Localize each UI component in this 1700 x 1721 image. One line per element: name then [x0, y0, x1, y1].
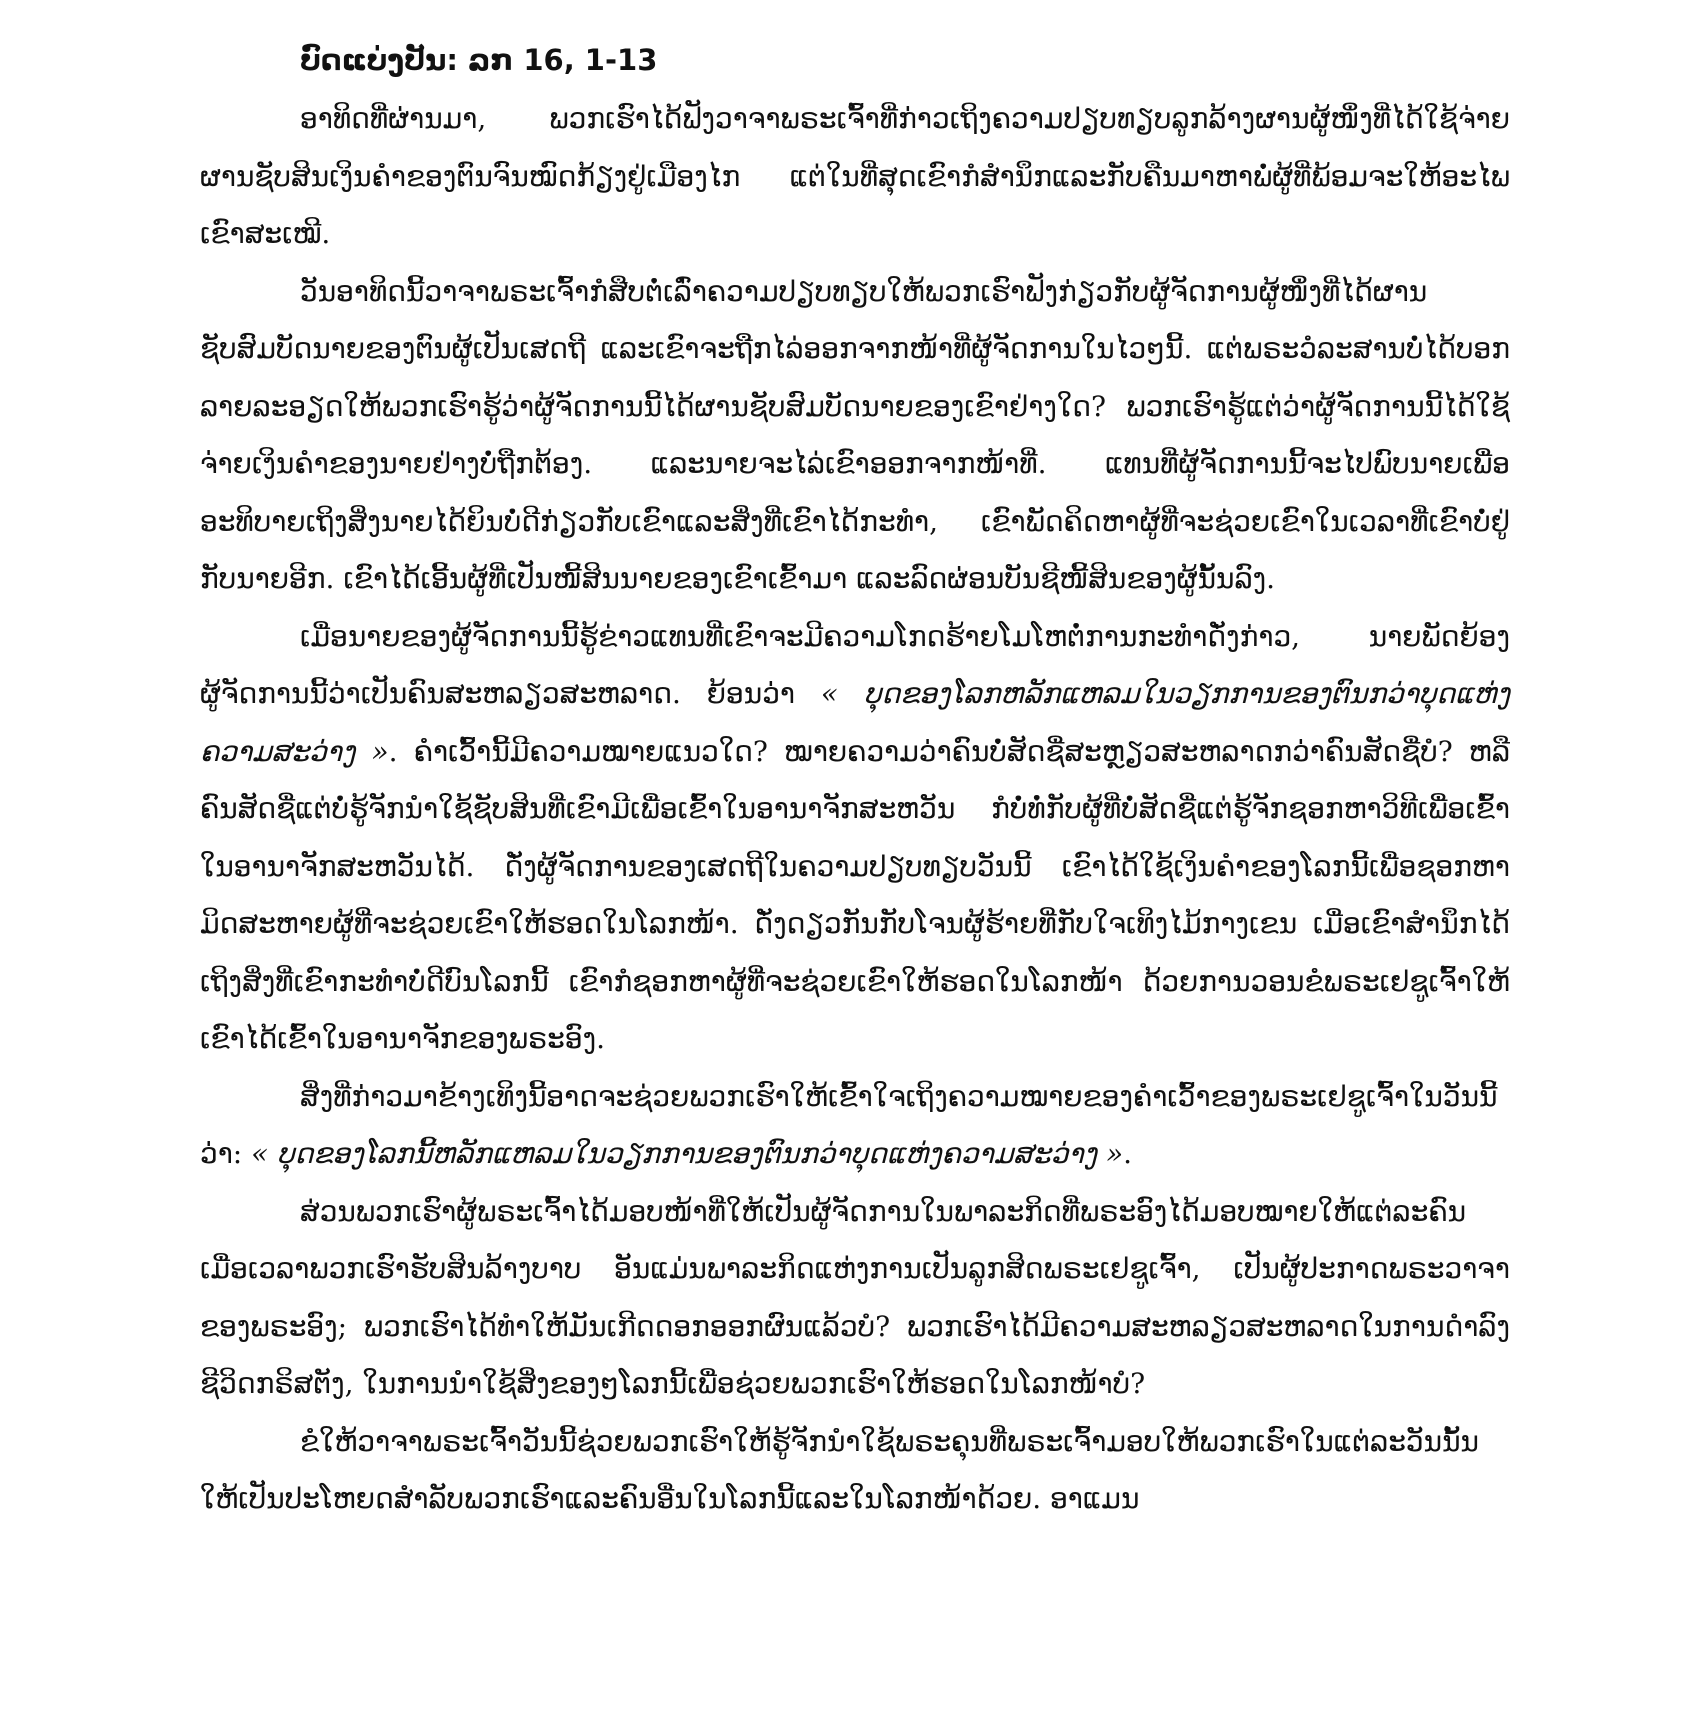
paragraph-5: ສ່ວນພວກເຮົາຜູ້ພຣະເຈົ້າໄດ້ມອບໜ້າທີ່ໃຫ້ເປັນຜູ້ຈັດການໃນພາລະກິດທີ່ພຣະອົງໄດ້ມອບໝາຍໃຫ້ແຕ່ລະຄົນເມື່ອເວລາພວກເຮົາຮັບສິນລ້າງບາບ ອັນແມ່ນພາລະກິດແຫ່ງການເປັນລູກສິດພຣະເຢຊູເຈົ້າ, ເປັນຜູ້ປະກາດພຣະວາຈາຂອງພຣະອົງ; ພວກເຮົາໄດ້ທຳໃຫ້ມັນເກີດດອກອອກຜົນແລ້ວບໍ? ພວກເຮົາໄດ້ມີຄວາມສະຫລຽວສະຫລາດໃນການດຳລົງຊີວິດກຣິສຕັງ, ໃນການນຳໃຊ້ສິ່ງຂອງໆໂລກນີ້ເພື່ອຊ່ວຍພວກເຮົາໃຫ້ຮອດໃນໂລກໜ້າບໍ? [200, 1194, 1510, 1400]
paragraph-2: ວັນອາທິດນີ້ວາຈາພຣະເຈົ້າກໍສືບຕໍ່ເລົ່າຄວາມປຽບທຽບໃຫ້ພວກເຮົາຟັງກ່ຽວກັບຜູ້ຈັດການຜູ້ໜຶ່ງທີ່ໄດ້ຜານຊັບສົມບັດນາຍຂອງຕົນຜູ້ເປັນເສດຖີ ແລະເຂົາຈະຖືກໄລ່ອອກຈາກໜ້າທີ່ຜູ້ຈັດການໃນໄວໆນີ້. ແຕ່ພຣະວໍລະສານບໍ່ໄດ້ບອກລາຍລະອຽດໃຫ້ພວກເຮົາຮູ້ວ່າຜູ້ຈັດການນີ້ໄດ້ຜານຊັບສົມບັດນາຍຂອງເຂົາຢ່າງໃດ? ພວກເຮົາຮູ້ແຕ່ວ່າຜູ້ຈັດການນີ້ໄດ້ໃຊ້ຈ່າຍເງິນຄຳຂອງນາຍຢ່າງບໍ່ຖືກຕ້ອງ. ແລະນາຍຈະໄລ່ເຂົາອອກຈາກໜ້າທີ່. ແທນທີ່ຜູ້ຈັດການນີ້ຈະໄປພົບນາຍເພື່ອອະທິບາຍເຖິງສິ່ງນາຍໄດ້ຍິນບໍ່ດີກ່ຽວກັບເຂົາແລະສິ່ງທີ່ເຂົາໄດ້ກະທຳ, ເຂົາພັດຄິດຫາຜູ້ທີ່ຈະຊ່ວຍເຂົາໃນເວລາທີ່ເຂົາບໍ່ຢູ່ກັບນາຍອີກ. ເຂົາໄດ້ເອີ້ນຜູ້ທີ່ເປັນໜີ້ສິນນາຍຂອງເຂົາເຂົ້າມາ ແລະລົດຜ່ອນບັນຊີໜີ້ສິນຂອງຜູ້ນັ້ນລົງ. [200, 274, 1510, 595]
paragraph-3 [200, 608, 1510, 1068]
paragraph-1: ອາທິດທີ່ຜ່ານມາ, ພວກເຮົາໄດ້ຟັງວາຈາພຣະເຈົ້າທີ່ກ່າວເຖິງຄວາມປຽບທຽບລູກລ້າງຜານຜູ້ໜຶ່ງທີ່ໄດ້ໃຊ້ຈ່າຍຜານຊັບສິນເງິນຄຳຂອງຕົນຈົນໝົດກ້ຽງຢູ່ເມືອງໄກ ແຕ່ໃນທີ່ສຸດເຂົາກໍສຳນຶກແລະກັບຄືນມາຫາພໍ່ຜູ້ທີ່ພ້ອມຈະໃຫ້ອະໄພເຂົາສະເໝີ. [200, 102, 1510, 250]
paragraph-4-quote: « ບຸດຂອງໂລກນີ້ຫລັກແຫລມໃນວຽກການຂອງຕົນກວ່າບຸດແຫ່ງຄວາມສະວ່າງ » [251, 1137, 1124, 1170]
paragraph-6: ຂໍໃຫ້ວາຈາພຣະເຈົ້າວັນນີ້ຊ່ວຍພວກເຮົາໃຫ້ຮູ້ຈັກນຳໃຊ້ພຣະຄຸນທີ່ພຣະເຈົ້າມອບໃຫ້ພວກເຮົາໃນແຕ່ລະວັນນັ້ນໃຫ້ເປັນປະໂຫຍດສຳລັບພວກເຮົາແລະຄົນອື່ນໃນໂລກນີ້ແລະໃນໂລກໜ້າດ້ວຍ. ອາແມນ [200, 1424, 1479, 1515]
paragraph-4-text-before: ສິ່ງທີ່ກ່າວມາຂ້າງເທິງນີ້ອາດຈະຊ່ວຍພວກເຮົາໃຫ້ເຂົ້າໃຈເຖິງຄວາມໝາຍຂອງຄຳເວົ້າຂອງພຣະເຢຊູເຈົ້າໃນວັນນີ້ວ່າ: [200, 1079, 1498, 1170]
paragraph-3-text-after: . ຄຳເວົ້ານີ້ມີຄວາມໝາຍແນວໃດ? ໝາຍຄວາມວ່າຄົນບໍ່ສັດຊື່ສະຫຼຽວສະຫລາດກວ່າຄົນສັດຊື່ບໍ? ຫລືຄົນສັດຊື່ແຕ່ບໍ່ຮູ້ຈັກນຳໃຊ້ຊັບສິນທີ່ເຂົາມີເພື່ອເຂົ້າໃນອານາຈັກສະຫວັນ ກໍບໍ່ທໍ່ກັບຜູ້ທີ່ບໍ່ສັດຊື່ແຕ່ຮູ້ຈັກຊອກຫາວິທີເພື່ອເຂົ້າໃນອານາຈັກສະຫວັນໄດ້. ດັ່ງຜູ້ຈັດການຂອງເສດຖີໃນຄວາມປຽບທຽບວັນນີ້ ເຂົາໄດ້ໃຊ້ເງິນຄຳຂອງໂລກນີ້ເພື່ອຊອກຫາມິດສະຫາຍຜູ້ທີ່ຈະຊ່ວຍເຂົາໃຫ້ຮອດໃນໂລກໜ້າ. ດັ່ງດຽວກັນກັບໂຈນຜູ້ຮ້າຍທີ່ກັບໃຈເທິງໄມ້ກາງເຂນ ເມື່ອເຂົາສຳນຶກໄດ້ເຖິງສິ່ງທີ່ເຂົາກະທຳບໍ່ດີບົນໂລກນີ້ ເຂົາກໍຊອກຫາຜູ້ທີ່ຈະຊ່ວຍເຂົາໃຫ້ຮອດໃນໂລກໜ້າ ດ້ວຍການວອນຂໍພຣະເຢຊູເຈົ້າໃຫ້ເຂົາໄດ້ເຂົ້າໃນອານາຈັກຂອງພຣະອົງ. [200, 734, 1510, 1055]
paragraph-3-quote: « ບຸດຂອງໂລກຫລັກແຫລມໃນວຽກການຂອງຕົນກວ່າບຸດແຫ່ງຄວາມສະວ່າງ » [200, 677, 1510, 768]
paragraph-4-text-after: . [1123, 1137, 1132, 1170]
page-title: ບົດແບ່ງປັນ: ລກ 16, 1-13 [300, 43, 658, 77]
paragraph-3-text-before: ເມື່ອນາຍຂອງຜູ້ຈັດການນີ້ຮູ້ຂ່າວແທນທີ່ເຂົາຈະມີຄວາມໂກດຮ້າຍໂມໂຫຕໍ່ການກະທຳດັ່ງກ່າວ, ນາຍພັດຍ້ອງຜູ້ຈັດການນີ້ວ່າເປັນຄົນສະຫລຽວສະຫລາດ. ຍ້ອນວ່າ [200, 619, 1510, 710]
paragraph-4 [200, 1068, 1510, 1183]
